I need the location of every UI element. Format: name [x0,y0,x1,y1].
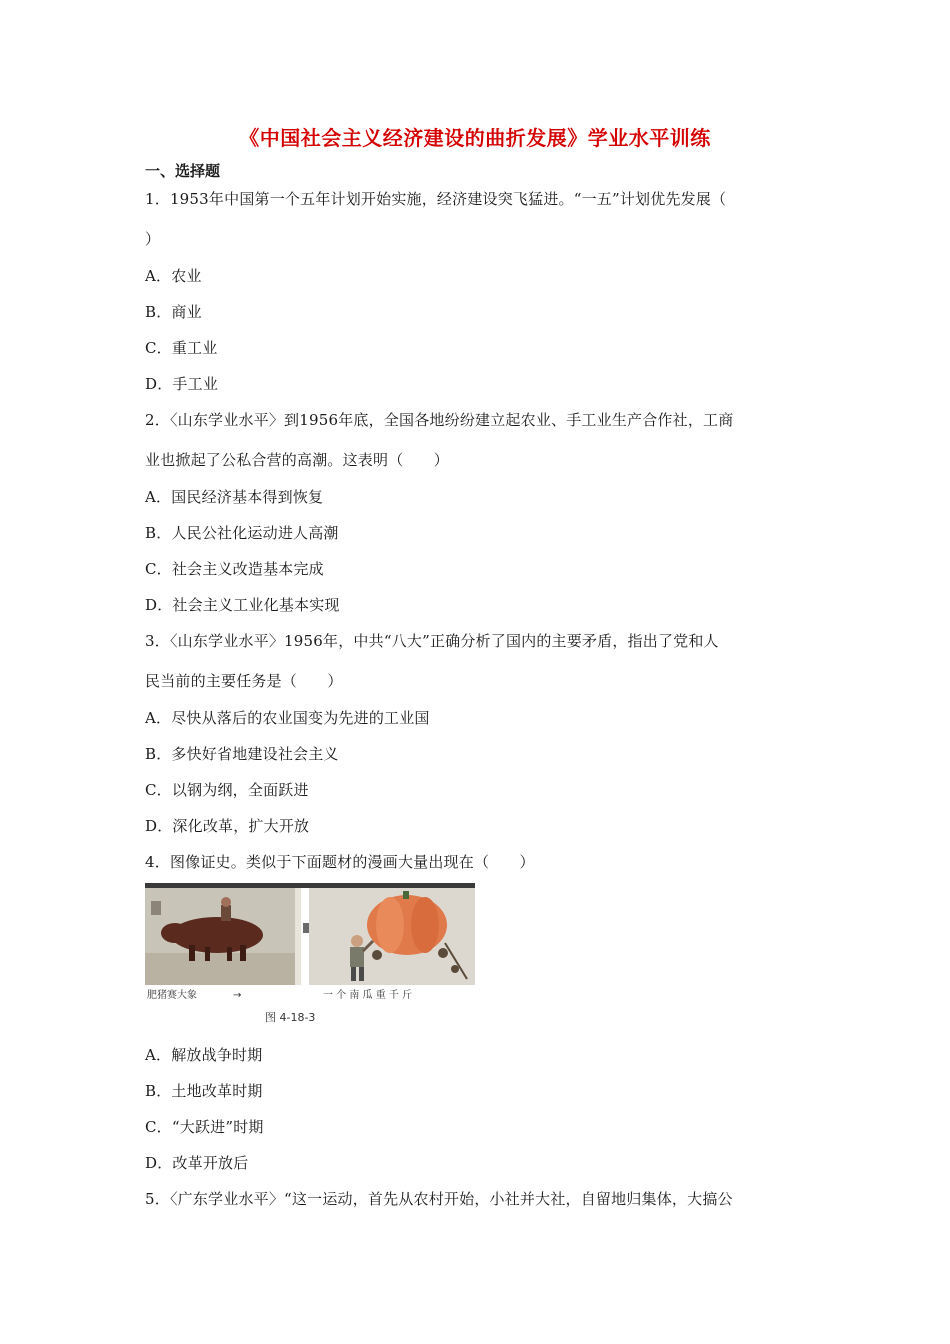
question-2-option-c: C．社会主义改造基本完成 [145,560,324,578]
question-1-option-b: B．商业 [145,303,202,321]
caption-arrow: → [233,990,242,1001]
question-5-text: 5．〈广东学业水平〉“这一运动，首先从农村开始，小社并大社，自留地归集体，大搞公 [145,1190,733,1208]
question-3-option-a: A．尽快从落后的农业国变为先进的工业国 [145,709,430,727]
figure-label: 图 4-18-3 [265,1011,316,1024]
question-3-text: 3．〈山东学业水平〉1956年，中共“八大”正确分析了国内的主要矛盾，指出了党和人 [145,632,719,650]
caption-left: 肥猪赛大象 [147,990,197,1001]
cartoon-figure [145,883,475,1031]
question-4-text: 4．图像证史。类似于下面题材的漫画大量出现在（ ） [145,853,535,871]
question-2-option-d: D．社会主义工业化基本实现 [145,596,340,614]
question-2-text-cont: 业也掀起了公私合营的高潮。这表明（ ） [145,451,450,469]
section-heading: 一、选择题 [145,162,221,180]
question-3-text-cont: 民当前的主要任务是（ ） [145,672,343,690]
question-1-option-d: D．手工业 [145,375,219,393]
question-4-option-a: A．解放战争时期 [145,1046,263,1064]
question-1-text-cont: ） [145,230,161,248]
question-3-option-b: B．多快好省地建设社会主义 [145,745,339,763]
question-1-option-a: A．农业 [145,267,202,285]
question-4-option-d: D．改革开放后 [145,1154,249,1172]
question-4-option-c: C．“大跃进”时期 [145,1118,264,1136]
question-2-option-b: B．人民公社化运动进人高潮 [145,524,339,542]
question-1-text: 1．1953年中国第一个五年计划开始实施，经济建设突飞猛进。“一五”计划优先发展（ [145,190,727,208]
question-2-text: 2．〈山东学业水平〉到1956年底，全国各地纷纷建立起农业、手工业生产合作社，工商 [145,411,734,429]
question-3-option-c: C．以钢为纲，全面跃进 [145,781,309,799]
caption-right: 一 个 南 瓜 重 千 斤 [323,990,413,1001]
question-2-option-a: A．国民经济基本得到恢复 [145,488,324,506]
question-3-option-d: D．深化改革，扩大开放 [145,817,310,835]
question-1-option-c: C．重工业 [145,339,218,357]
page-title: 《中国社会主义经济建设的曲折发展》学业水平训练 [239,126,711,150]
question-4-option-b: B．土地改革时期 [145,1082,263,1100]
